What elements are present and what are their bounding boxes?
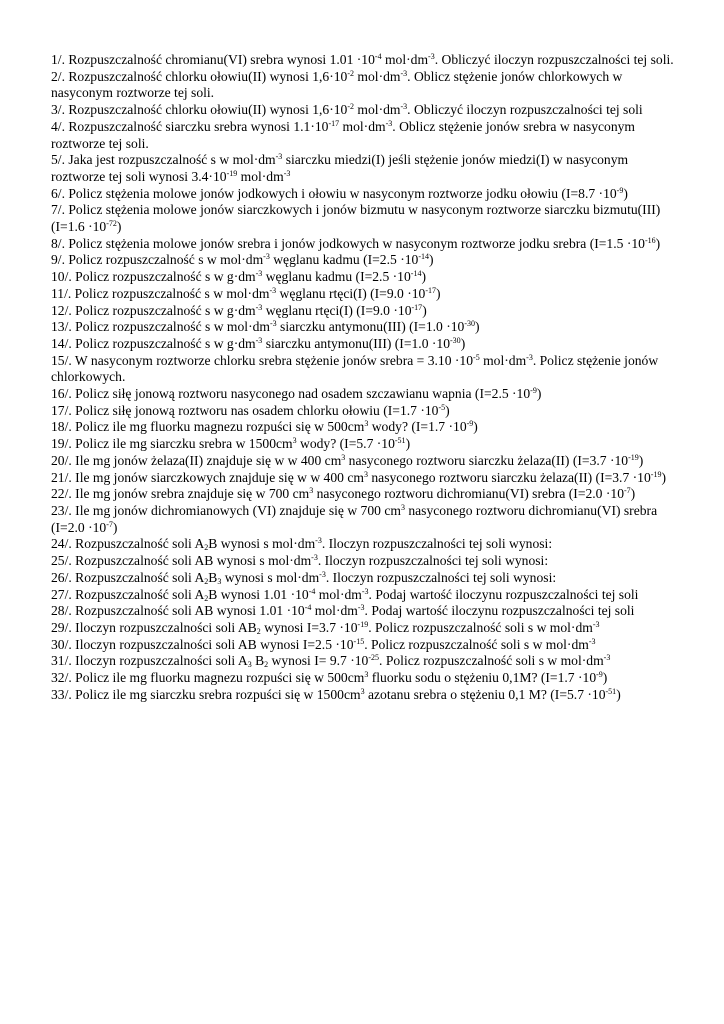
problem-text: 23/. Ile mg jonów dichromianowych (VI) znajduje się w 700 cm (51, 502, 401, 518)
problem-text: mol·dm (339, 118, 386, 134)
problem-text: węglanu rtęci(I) (I=9.0 ·10 (276, 285, 426, 301)
problem-text: ) (422, 302, 427, 318)
problem-text: ) (623, 185, 628, 201)
problem-text: 19/. Policz ile mg siarczku srebra w 1500cm (51, 436, 293, 452)
problem-text: 14/. Policz rozpuszczalność s w g·dm (51, 335, 256, 351)
superscript: 3 (341, 452, 346, 462)
superscript: 3 (292, 436, 297, 446)
problem-text: 21/. Ile mg jonów siarczkowych znajduje się w w 400 cm (51, 469, 364, 485)
problem-21 (51, 470, 676, 487)
problem-text: ) (536, 386, 542, 402)
subscript: 3 (217, 576, 222, 586)
superscript: -4 (374, 52, 382, 61)
superscript: -3 (255, 269, 263, 279)
problem-20 (51, 453, 676, 470)
problem-text: 9/. Policz rozpuszczalność s w mol·dm (51, 252, 264, 268)
subscript: 2 (256, 626, 261, 636)
problem-text: węglanu kadmu (I=2.5 ·10 (269, 252, 419, 268)
superscript: -3 (357, 603, 365, 613)
problem-text: 11/. Policz rozpuszczalność s w mol·dm (51, 285, 270, 301)
problem-text: . Iloczyn rozpuszczalności tej soli wynosi: (317, 553, 549, 569)
problem-8 (51, 236, 676, 253)
problem-text: węglanu kadmu (I=2.5 ·10 (262, 269, 411, 285)
problem-text: 15/. W nasyconym roztworze chlorku srebra stężenie jonów srebra = 3.10 ·10 (51, 352, 474, 368)
problem-text: 4/. Rozpuszczalność siarczku srebra wynosi 1.1·10 (51, 118, 329, 134)
problem-text: wynosi I= 9.7 ·10 (268, 653, 369, 669)
superscript: -15 (353, 636, 365, 646)
problem-4 (51, 119, 676, 152)
problem-text: . Obliczyć iloczyn rozpuszczalności tej soli. (434, 52, 674, 67)
problem-text: . Policz rozpuszczalność soli s w mol·dm (364, 636, 589, 652)
superscript: -3 (311, 553, 318, 563)
problem-text: mol·dm (315, 586, 362, 602)
problem-text: . Iloczyn rozpuszczalności tej soli wynosi: (321, 536, 553, 552)
problem-text: mol·dm (354, 102, 401, 118)
superscript: -3 (400, 68, 408, 78)
problem-text: . Policz rozpuszczalność soli s w mol·dm (368, 619, 593, 635)
problem-text: wynosi I=3.7 ·10 (260, 619, 358, 635)
problem-text: ) (655, 235, 661, 251)
problem-text: 7/. Policz stężenia molowe jonów siarczkowych i jonów bizmutu w nasyconym roztworze siarczku bizmutu(III) (I=1.6 ·10 (51, 202, 661, 235)
problem-text: . Obliczyć iloczyn rozpuszczalności tej soli (407, 102, 643, 118)
problem-text: nasyconego roztworu dichromianu(VI) srebra (I=2.0 ·10 (51, 502, 658, 535)
problem-15 (51, 353, 676, 386)
problem-11 (51, 286, 676, 303)
problem-text: 20/. Ile mg jonów żelaza(II) znajduje się w w 400 cm (51, 452, 342, 468)
superscript: -3 (255, 302, 263, 312)
problem-text: 3/. Rozpuszczalność chlorku ołowiu(II) wynosi 1,6·10 (51, 102, 348, 118)
superscript: -14 (418, 252, 429, 262)
problem-5 (51, 152, 676, 185)
problem-text: ) (638, 452, 644, 468)
problem-text: ) (630, 486, 636, 502)
superscript: -9 (616, 185, 624, 195)
problem-25 (51, 553, 676, 570)
problem-text: 22/. Ile mg jonów srebra znajduje się w 700 cm (51, 486, 310, 502)
subscript: 2 (204, 543, 209, 553)
superscript: -19 (628, 452, 639, 462)
superscript: -2 (347, 68, 355, 78)
problem-text: mol·dm (237, 168, 284, 184)
problem-text: . Policz rozpuszczalność soli s w mol·dm (379, 653, 604, 669)
problem-10 (51, 269, 676, 286)
superscript: -17 (425, 285, 437, 295)
superscript: -3 (361, 586, 369, 596)
superscript: -9 (530, 386, 537, 396)
problem-text: mol·dm (381, 52, 429, 67)
subscript: 2 (204, 576, 209, 586)
problem-text: wody? (I=1.7 ·10 (368, 419, 467, 435)
problem-text: . Policz stężenie jonów chlorkowych. (51, 352, 659, 385)
superscript: -51 (605, 686, 617, 696)
problem-text: 16/. Policz siłę jonową roztworu nasyconego nad osadem szczawianu wapnia (I=2.5 ·10 (51, 386, 531, 402)
superscript: -5 (438, 402, 446, 412)
problem-text: 29/. Iloczyn rozpuszczalności soli AB (51, 619, 257, 635)
superscript: -3 (603, 653, 611, 663)
superscript: -3 (275, 152, 283, 162)
superscript: -3 (400, 102, 408, 112)
problem-33 (51, 687, 676, 704)
superscript: -5 (473, 352, 480, 362)
problem-9 (51, 252, 676, 269)
problem-24 (51, 536, 676, 553)
problem-text: siarczku antymonu(III) (I=1.0 ·10 (262, 335, 451, 351)
superscript: -3 (269, 319, 277, 329)
problem-17 (51, 403, 676, 420)
problem-text: ) (616, 686, 621, 702)
problem-text: ) (405, 436, 411, 452)
problem-text: wynosi s mol·dm (221, 569, 320, 585)
problem-text: ) (661, 469, 666, 485)
problem-text: 2/. Rozpuszczalność chlorku ołowiu(II) wynosi 1,6·10 (51, 68, 348, 84)
superscript: -19 (357, 619, 369, 629)
problem-text: ) (460, 335, 466, 351)
superscript: -9 (466, 419, 474, 429)
problem-27 (51, 587, 676, 604)
problem-text: 8/. Policz stężenia molowe jonów srebra i jonów jodkowych w nasyconym roztworze jodku srebra (I=1.5 ·10 (51, 235, 645, 251)
superscript: -4 (304, 603, 312, 613)
subscript: 3 (247, 660, 252, 670)
problem-text: 1/. Rozpuszczalność chromianu(VI) srebra wynosi 1.01 ·10 (51, 52, 375, 67)
problem-text: fluorku sodu o stężeniu 0,1M? (I=1.7 ·10 (368, 670, 597, 686)
superscript: -7 (106, 519, 113, 529)
superscript: 3 (309, 486, 314, 496)
problem-19 (51, 436, 676, 453)
superscript: -3 (263, 252, 270, 262)
superscript: 3 (364, 419, 369, 429)
problem-text: ) (473, 419, 478, 435)
superscript: -14 (410, 269, 422, 279)
problem-text: 17/. Policz siłę jonową roztworu nas osadem chlorku ołowiu (I=1.7 ·10 (51, 402, 439, 418)
problem-text: 6/. Policz stężenia molowe jonów jodkowych i ołowiu w nasyconym roztworze jodku ołowiu (I=8.7 ·10 (51, 185, 617, 201)
problem-14 (51, 336, 676, 353)
superscript: -3 (526, 352, 533, 362)
problem-6 (51, 186, 676, 203)
superscript: -3 (269, 285, 277, 295)
problem-text: 10/. Policz rozpuszczalność s w g·dm (51, 269, 256, 285)
problem-text: 25/. Rozpuszczalność soli AB wynosi s mol·dm (51, 553, 312, 569)
superscript: -72 (106, 219, 117, 229)
problem-text: 31/. Iloczyn rozpuszczalności soli A (51, 653, 248, 669)
problem-text: 24/. Rozpuszczalność soli A (51, 536, 205, 552)
problem-text: ) (475, 319, 480, 335)
problem-text: B wynosi s mol·dm (208, 536, 316, 552)
problem-7 (51, 202, 676, 235)
problem-2 (51, 69, 676, 102)
problem-text: ) (112, 519, 118, 535)
problem-text: ) (445, 402, 450, 418)
superscript: -25 (368, 653, 380, 663)
problem-text: ) (602, 670, 608, 686)
superscript: -30 (450, 335, 461, 345)
problem-text: 18/. Policz ile mg fluorku magnezu rozpuści się w 500cm (51, 419, 365, 435)
superscript: -3 (428, 52, 435, 61)
problem-text: . Oblicz stężenie jonów srebra w nasyconym roztworze tej soli. (51, 118, 635, 151)
problem-text: ) (116, 219, 122, 235)
problem-text: 26/. Rozpuszczalność soli A (51, 569, 205, 585)
subscript: 2 (264, 660, 269, 670)
problem-13 (51, 319, 676, 336)
problem-text: 28/. Rozpuszczalność soli AB wynosi 1.01 ·10 (51, 603, 305, 619)
superscript: 3 (364, 670, 369, 680)
superscript: -19 (650, 469, 662, 479)
superscript: -3 (283, 168, 291, 178)
superscript: -3 (319, 569, 326, 579)
subscript: 2 (204, 593, 209, 603)
superscript: 3 (360, 686, 365, 696)
problem-text: 27/. Rozpuszczalność soli A (51, 586, 205, 602)
problem-text: 5/. Jaka jest rozpuszczalność s w mol·dm (51, 152, 276, 168)
problem-text: nasyconego roztworu siarczku żelaza(II) (I=3.7 ·10 (367, 469, 651, 485)
superscript: -3 (255, 335, 263, 345)
problem-text: 13/. Policz rozpuszczalność s w mol·dm (51, 319, 270, 335)
problem-32 (51, 670, 676, 687)
superscript: -9 (596, 670, 603, 680)
superscript: 3 (363, 469, 368, 479)
problem-12 (51, 303, 676, 320)
superscript: -17 (328, 118, 340, 128)
superscript: -2 (347, 102, 355, 112)
problem-text: B wynosi 1.01 ·10 (208, 586, 309, 602)
problem-text: B (208, 569, 218, 585)
problem-text: . Podaj wartość iloczynu rozpuszczalności tej soli (368, 586, 639, 602)
superscript: -3 (315, 536, 322, 546)
problem-text: mol·dm (354, 68, 401, 84)
problem-text: azotanu srebra o stężeniu 0,1 M? (I=5.7 ·10 (364, 686, 606, 702)
problem-text: . Iloczyn rozpuszczalności tej soli wynosi: (325, 569, 557, 585)
superscript: -19 (226, 168, 238, 178)
problem-text: węglanu rtęci(I) (I=9.0 ·10 (262, 302, 412, 318)
problem-text: . Oblicz stężenie jonów chlorkowych w nasyconym roztworze tej soli. (51, 68, 623, 101)
problem-text: mol·dm (479, 352, 527, 368)
problem-29 (51, 620, 676, 637)
problem-text: 33/. Policz ile mg siarczku srebra rozpuści się w 1500cm (51, 686, 361, 702)
problem-23 (51, 503, 676, 536)
superscript: -7 (624, 486, 631, 496)
superscript: -51 (394, 436, 406, 446)
problem-text: wody? (I=5.7 ·10 (296, 436, 395, 452)
problem-text: siarczku miedzi(I) jeśli stężenie jonów miedzi(I) w nasyconym roztworze tej soli wynosi 3.4·10 (51, 152, 629, 184)
problem-text: siarczku antymonu(III) (I=1.0 ·10 (276, 319, 465, 335)
problem-text: mol·dm (311, 603, 358, 619)
problem-22 (51, 486, 676, 503)
problem-30 (51, 637, 676, 654)
problem-text: nasyconego roztworu dichromianu(VI) srebra (I=2.0 ·10 (313, 486, 624, 502)
superscript: -16 (644, 235, 656, 245)
superscript: -3 (588, 636, 596, 646)
problem-28 (51, 603, 676, 620)
problem-text: ) (436, 285, 441, 301)
problem-text: B (251, 653, 265, 669)
superscript: -4 (308, 586, 316, 596)
problem-text: 12/. Policz rozpuszczalność s w g·dm (51, 302, 256, 318)
problem-18 (51, 419, 676, 436)
problem-text: ) (421, 269, 426, 285)
problem-list (51, 52, 676, 703)
superscript: -17 (411, 302, 423, 312)
problem-text: 32/. Policz ile mg fluorku magnezu rozpuści się w 500cm (51, 670, 365, 686)
problem-text: . Podaj wartość iloczynu rozpuszczalności tej soli (364, 603, 635, 619)
superscript: 3 (400, 502, 405, 512)
superscript: -3 (592, 619, 600, 629)
problem-3 (51, 102, 676, 119)
problem-text: 30/. Iloczyn rozpuszczalności soli AB wynosi I=2.5 ·10 (51, 636, 354, 652)
problem-text: ) (429, 252, 434, 268)
problem-text: nasyconego roztworu siarczku żelaza(II) (I=3.7 ·10 (345, 452, 629, 468)
superscript: -30 (464, 319, 476, 329)
problem-26 (51, 570, 676, 587)
problem-16 (51, 386, 676, 403)
problem-1 (51, 52, 676, 69)
problem-31 (51, 653, 676, 670)
superscript: -3 (385, 118, 393, 128)
